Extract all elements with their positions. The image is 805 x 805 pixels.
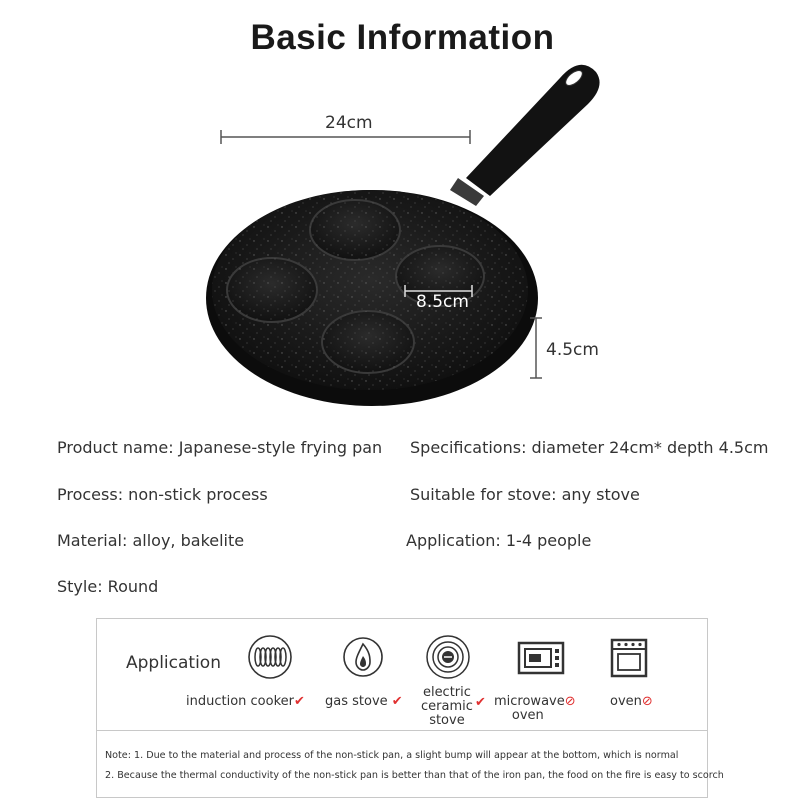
oven-icon [610, 638, 648, 682]
depth-label: 4.5cm [546, 340, 599, 360]
spec-stove: Suitable for stove: any stove [410, 485, 640, 504]
prohibited-icon: ⊘ [564, 694, 576, 709]
check-icon: ✔ [294, 694, 305, 709]
application-title: Application [126, 653, 221, 673]
label-microwave-oven: microwave⊘ oven [494, 694, 576, 723]
label-induction-cooker: induction cooker✔ [186, 694, 305, 709]
check-icon: ✔ [391, 694, 403, 709]
label-gas-stove: gas stove ✔ [325, 694, 403, 709]
diameter-label: 24cm [325, 113, 373, 133]
spec-application: Application: 1-4 people [406, 531, 592, 550]
spec-material: Material: alloy, bakelite [57, 531, 245, 550]
label-electric-ceramic-stove: electric ceramic stove [421, 685, 473, 728]
prohibited-icon: ⊘ [641, 694, 653, 709]
gas-stove-icon [342, 634, 384, 684]
hole-diameter-label: 8.5cm [416, 292, 469, 312]
induction-cooker-icon [247, 634, 293, 684]
check-icon: ✔ [475, 695, 486, 710]
note-line-2: 2. Because the thermal conductivity of the non-stick pan is better than that of the iron pan, the food on the fire is easy to scorch [105, 770, 724, 781]
page-title: Basic Information [250, 18, 555, 57]
spec-process: Process: non-stick process [57, 485, 268, 504]
microwave-icon [517, 641, 565, 679]
electric-ceramic-stove-icon [425, 634, 471, 684]
spec-specifications: Specifications: diameter 24cm* depth 4.5cm [410, 438, 769, 457]
pan-handle [450, 65, 600, 206]
spec-product-name: Product name: Japanese-style frying pan [57, 438, 383, 457]
divider [97, 730, 707, 731]
spec-style: Style: Round [57, 577, 159, 596]
application-panel [96, 618, 724, 798]
note-line-1: Note: 1. Due to the material and process of the non-stick pan, a slight bump will appear at the bottom, which is normal [105, 750, 679, 761]
label-oven: oven⊘ [610, 694, 653, 709]
